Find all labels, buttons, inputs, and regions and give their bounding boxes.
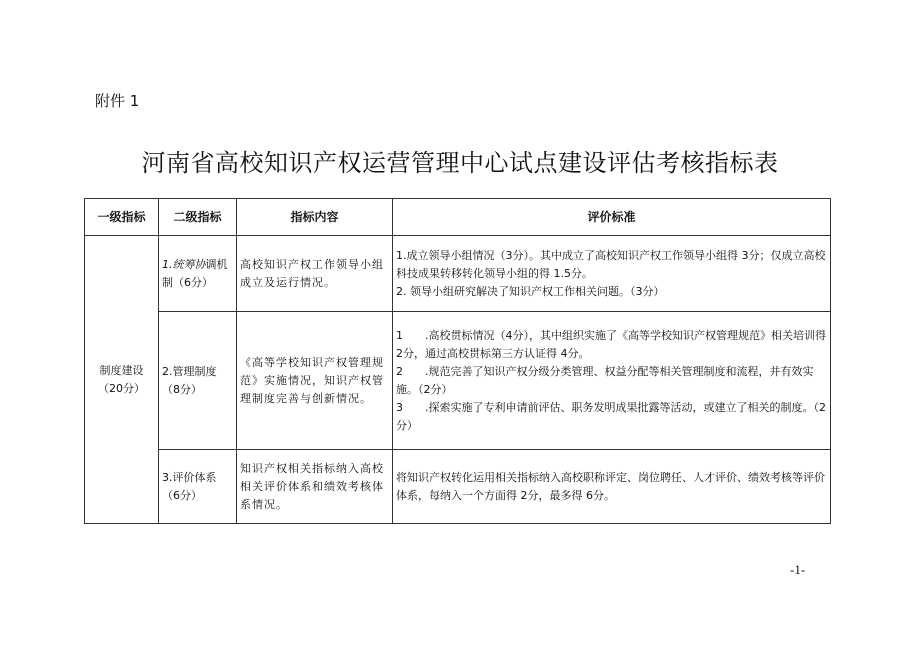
criteria-item: 将知识产权转化运用相关指标纳入高校职称评定、岗位聘任、人才评价、绩效考核等评价体系，每纳入一个方面得 2分，最多得 6分。 <box>396 470 825 502</box>
header-content: 指标内容 <box>237 199 393 236</box>
criteria-item: 2. 领导小组研究解决了知识产权工作相关问题。（3分） <box>396 284 665 298</box>
table-row <box>85 450 831 524</box>
level2-cell: 3.评价体系（6分） <box>159 450 237 524</box>
criteria-item: 1.成立领导小组情况（3分）。其中成立了高校知识产权工作领导小组得 3分；仅成立高校科技成果转移转化领导小组的得 1.5分。 <box>396 248 826 280</box>
criteria-cell <box>393 450 831 524</box>
content-cell: 《高等学校知识产权管理规范》实施情况，知识产权管理制度完善与创新情况。 <box>237 312 393 450</box>
header-level2: 二级指标 <box>159 199 237 236</box>
header-criteria: 评价标准 <box>393 199 831 236</box>
header-level1: 一级指标 <box>85 199 159 236</box>
level2-cell: 2.管理制度（8分） <box>159 312 237 450</box>
table-row <box>85 312 831 450</box>
level1-cell: 制度建设（20分） <box>85 236 159 524</box>
level2-cell <box>159 236 237 312</box>
level2-italic-text: 1.统筹协 <box>162 257 206 271</box>
table-header-row <box>85 199 831 236</box>
level2-text: 调机制（6分） <box>162 257 228 289</box>
criteria-cell <box>393 236 831 312</box>
criteria-item: 2 .规范完善了知识产权分级分类管理、权益分配等相关管理制度和流程，并有效实施。（2分） <box>396 364 814 396</box>
criteria-cell <box>393 312 831 450</box>
page-number: -1- <box>790 562 806 577</box>
table-row <box>85 236 831 312</box>
content-cell: 知识产权相关指标纳入高校相关评价体系和绩效考核体系情况。 <box>237 450 393 524</box>
criteria-item: 3 .探索实施了专利申请前评估、职务发明成果批露等活动，或建立了相关的制度。（2分） <box>396 400 826 432</box>
criteria-item: 1 .高校贯标情况（4分），其中组织实施了《高等学校知识产权管理规范》相关培训得 2分，通过高校贯标第三方认证得 4分。 <box>396 328 826 360</box>
content-cell: 高校知识产权工作领导小组成立及运行情况。 <box>237 236 393 312</box>
document-title: 河南省高校知识产权运营管理中心试点建设评估考核指标表 <box>141 149 779 177</box>
evaluation-table <box>84 198 831 524</box>
attachment-label: 附件 1 <box>95 92 140 110</box>
